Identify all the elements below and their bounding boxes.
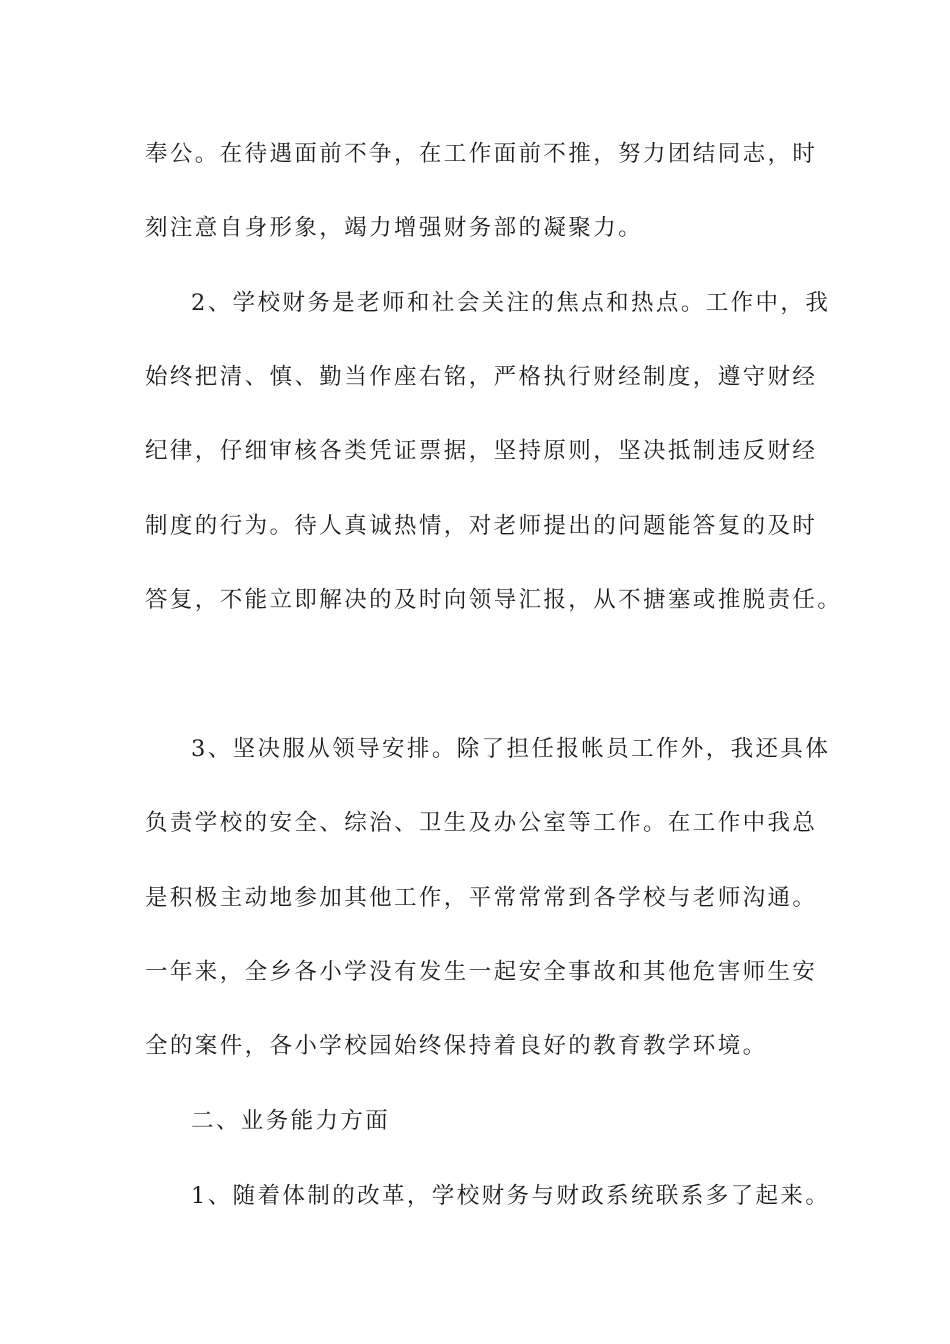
- paragraph-start-line: 2、学校财务是老师和社会关注的焦点和热点。工作中，我: [191, 290, 831, 316]
- text-line: 答复，不能立即解决的及时向领导汇报，从不搪塞或推脱责任。: [145, 587, 843, 613]
- text-line: 一年来，全乡各小学没有发生一起安全事故和其他危害师生安: [145, 959, 818, 985]
- text-line: 纪律，仔细审核各类凭证票据，坚持原则，坚决抵制违反财经: [145, 438, 818, 464]
- text-line: 是积极主动地参加其他工作，平常常常到各学校与老师沟通。: [145, 885, 818, 911]
- text-line: 刻注意自身形象，竭力增强财务部的凝聚力。: [145, 215, 644, 241]
- section-heading: 二、业务能力方面: [191, 1108, 391, 1134]
- text-line: 奉公。在待遇面前不争，在工作面前不推，努力团结同志，时: [145, 141, 818, 167]
- text-line: 全的案件，各小学校园始终保持着良好的教育教学环境。: [145, 1033, 768, 1059]
- text-line: 始终把清、慎、勤当作座右铭，严格执行财经制度，遵守财经: [145, 364, 818, 390]
- paragraph-start-line: 1、随着体制的改革，学校财务与财政系统联系多了起来。: [191, 1183, 831, 1209]
- text-line: 负责学校的安全、综治、卫生及办公室等工作。在工作中我总: [145, 810, 818, 836]
- paragraph-start-line: 3、坚决服从领导安排。除了担任报帐员工作外，我还具体: [191, 736, 831, 762]
- text-line: 制度的行为。待人真诚热情，对老师提出的问题能答复的及时: [145, 513, 818, 539]
